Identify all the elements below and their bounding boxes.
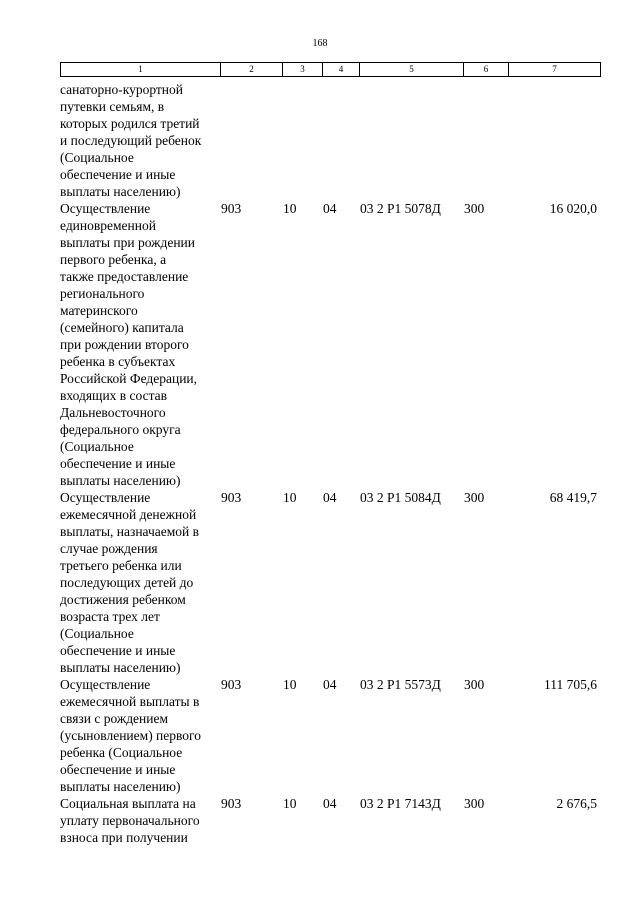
section-code: 10 — [283, 796, 297, 811]
column-header-row — [61, 63, 601, 77]
subsection-code: 04 — [323, 201, 337, 216]
description-line: выплаты, назначаемой в — [60, 524, 200, 539]
row-description — [60, 795, 220, 846]
description-line: и последующий ребенок — [60, 133, 202, 148]
section-code: 10 — [283, 677, 297, 692]
row-description — [60, 200, 220, 489]
description-line: санаторно-курортной — [60, 82, 183, 97]
description-line: при рождении второго — [60, 337, 189, 352]
expense-type-code: 300 — [464, 796, 485, 811]
target-item-code: 03 2 Р1 5078Д — [360, 201, 441, 216]
description-line: Осуществление — [60, 677, 151, 692]
column-header-1: 1 — [61, 63, 221, 77]
description-line: Социальная выплата на — [60, 796, 196, 811]
admin-code: 903 — [221, 490, 242, 505]
table-row — [60, 81, 600, 200]
admin-code: 903 — [221, 677, 242, 692]
description-line: ребенка в субъектах — [60, 354, 176, 369]
expense-type-code: 300 — [464, 201, 485, 216]
description-line: выплаты населению) — [60, 473, 181, 488]
amount: 16 020,0 — [549, 201, 597, 216]
row-description — [60, 489, 220, 676]
table-row — [60, 200, 600, 489]
expense-type-code: 300 — [464, 677, 485, 692]
column-header-table — [60, 62, 601, 77]
description-line: регионального — [60, 286, 145, 301]
description-line: достижения ребенком — [60, 592, 186, 607]
description-line: возраста трех лет — [60, 609, 160, 624]
description-line: выплаты населению) — [60, 184, 181, 199]
budget-rows — [60, 81, 600, 846]
target-item-code: 03 2 Р1 5084Д — [360, 490, 441, 505]
row-description — [60, 81, 220, 200]
row-description — [60, 676, 220, 795]
subsection-code: 04 — [323, 796, 337, 811]
description-line: связи с рождением — [60, 711, 169, 726]
amount: 2 676,5 — [556, 796, 597, 811]
description-line: ребенка (Социальное — [60, 745, 183, 760]
description-line: Осуществление — [60, 490, 151, 505]
description-line: ежемесячной денежной — [60, 507, 197, 522]
description-line: (усыновлением) первого — [60, 728, 202, 743]
description-line: (семейного) капитала — [60, 320, 184, 335]
amount: 111 705,6 — [544, 677, 597, 692]
target-item-code: 03 2 Р1 5573Д — [360, 677, 441, 692]
amount: 68 419,7 — [549, 490, 597, 505]
description-line: обеспечение и иные — [60, 643, 176, 658]
description-line: взноса при получении — [60, 830, 188, 845]
description-line: первого ребенка, а — [60, 252, 167, 267]
column-header-6: 6 — [464, 63, 509, 77]
section-code: 10 — [283, 201, 297, 216]
description-line: также предоставление — [60, 269, 189, 284]
target-item-code: 03 2 Р1 7143Д — [360, 796, 441, 811]
description-line: (Социальное — [60, 626, 134, 641]
description-line: выплаты населению) — [60, 660, 181, 675]
description-line: обеспечение и иные — [60, 456, 176, 471]
table-row — [60, 676, 600, 795]
description-line: (Социальное — [60, 150, 134, 165]
description-line: последующих детей до — [60, 575, 194, 590]
description-line: выплаты населению) — [60, 779, 181, 794]
description-line: третьего ребенка или — [60, 558, 182, 573]
table-row — [60, 795, 600, 846]
column-header-4: 4 — [323, 63, 360, 77]
page-number: 168 — [312, 38, 328, 49]
description-line: федерального округа — [60, 422, 181, 437]
description-line: уплату первоначального — [60, 813, 200, 828]
column-header-5: 5 — [360, 63, 464, 77]
description-line: выплаты при рождении — [60, 235, 195, 250]
description-line: входящих в состав — [60, 388, 168, 403]
admin-code: 903 — [221, 201, 242, 216]
description-line: обеспечение и иные — [60, 167, 176, 182]
description-line: единовременной — [60, 218, 156, 233]
table-row — [60, 489, 600, 676]
column-header-7: 7 — [509, 63, 601, 77]
description-line: путевки семьям, в — [60, 99, 165, 114]
column-header-3: 3 — [283, 63, 323, 77]
description-line: случае рождения — [60, 541, 158, 556]
section-code: 10 — [283, 490, 297, 505]
description-line: Российской Федерации, — [60, 371, 198, 386]
description-line: Осуществление — [60, 201, 151, 216]
description-line: материнского — [60, 303, 138, 318]
subsection-code: 04 — [323, 490, 337, 505]
description-line: ежемесячной выплаты в — [60, 694, 200, 709]
description-line: (Социальное — [60, 439, 134, 454]
admin-code: 903 — [221, 796, 242, 811]
subsection-code: 04 — [323, 677, 337, 692]
expense-type-code: 300 — [464, 490, 485, 505]
column-header-2: 2 — [221, 63, 283, 77]
description-line: Дальневосточного — [60, 405, 166, 420]
description-line: которых родился третий — [60, 116, 200, 131]
description-line: обеспечение и иные — [60, 762, 176, 777]
